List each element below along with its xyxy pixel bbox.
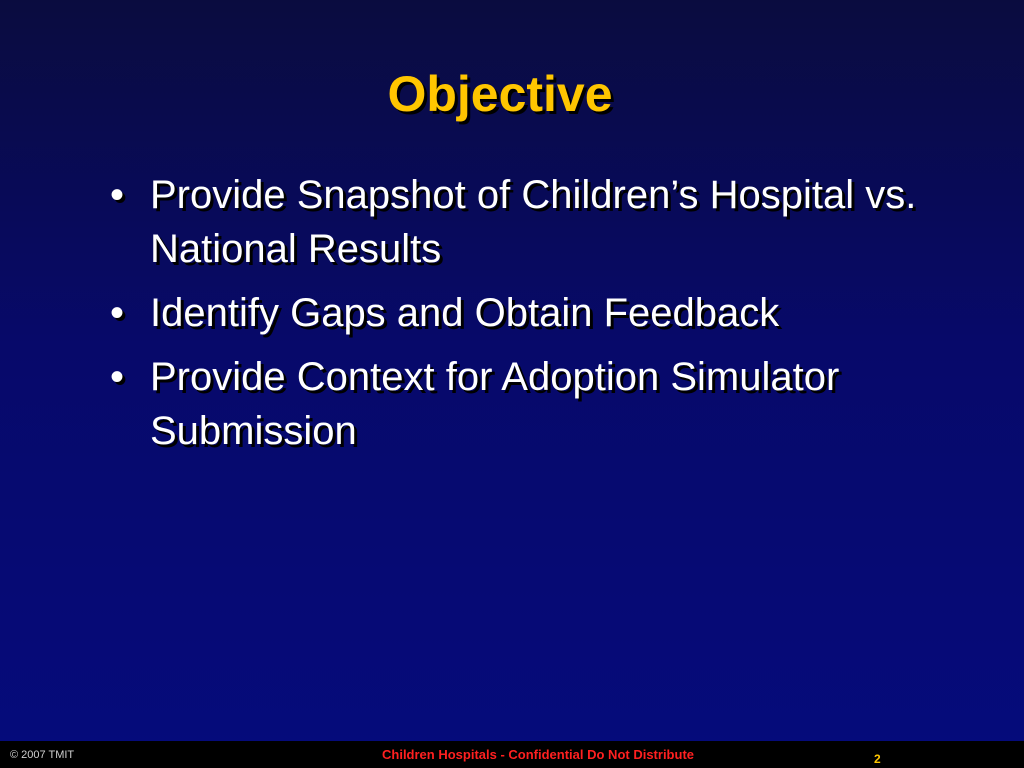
slide-title: Objective xyxy=(387,66,613,122)
bullet-marker: • xyxy=(110,173,125,217)
bullet-item xyxy=(108,350,968,458)
bullet-text: Provide Snapshot of Children’s Hospital vs. National Results xyxy=(150,173,917,271)
bullet-list xyxy=(108,168,968,468)
bullet-item xyxy=(108,286,968,340)
bullet-marker: • xyxy=(110,291,125,335)
bullet-marker: • xyxy=(110,355,125,399)
bullet-text: Provide Context for Adoption Simulator Submission xyxy=(150,355,840,453)
bullet-text: Identify Gaps and Obtain Feedback xyxy=(150,291,780,335)
footer-bar xyxy=(0,741,1024,768)
bullet-item xyxy=(108,168,968,276)
page-number: 2 xyxy=(874,752,881,766)
confidential-notice: Children Hospitals - Confidential Do Not Distribute xyxy=(382,747,694,762)
copyright-text: © 2007 TMIT xyxy=(10,749,75,761)
